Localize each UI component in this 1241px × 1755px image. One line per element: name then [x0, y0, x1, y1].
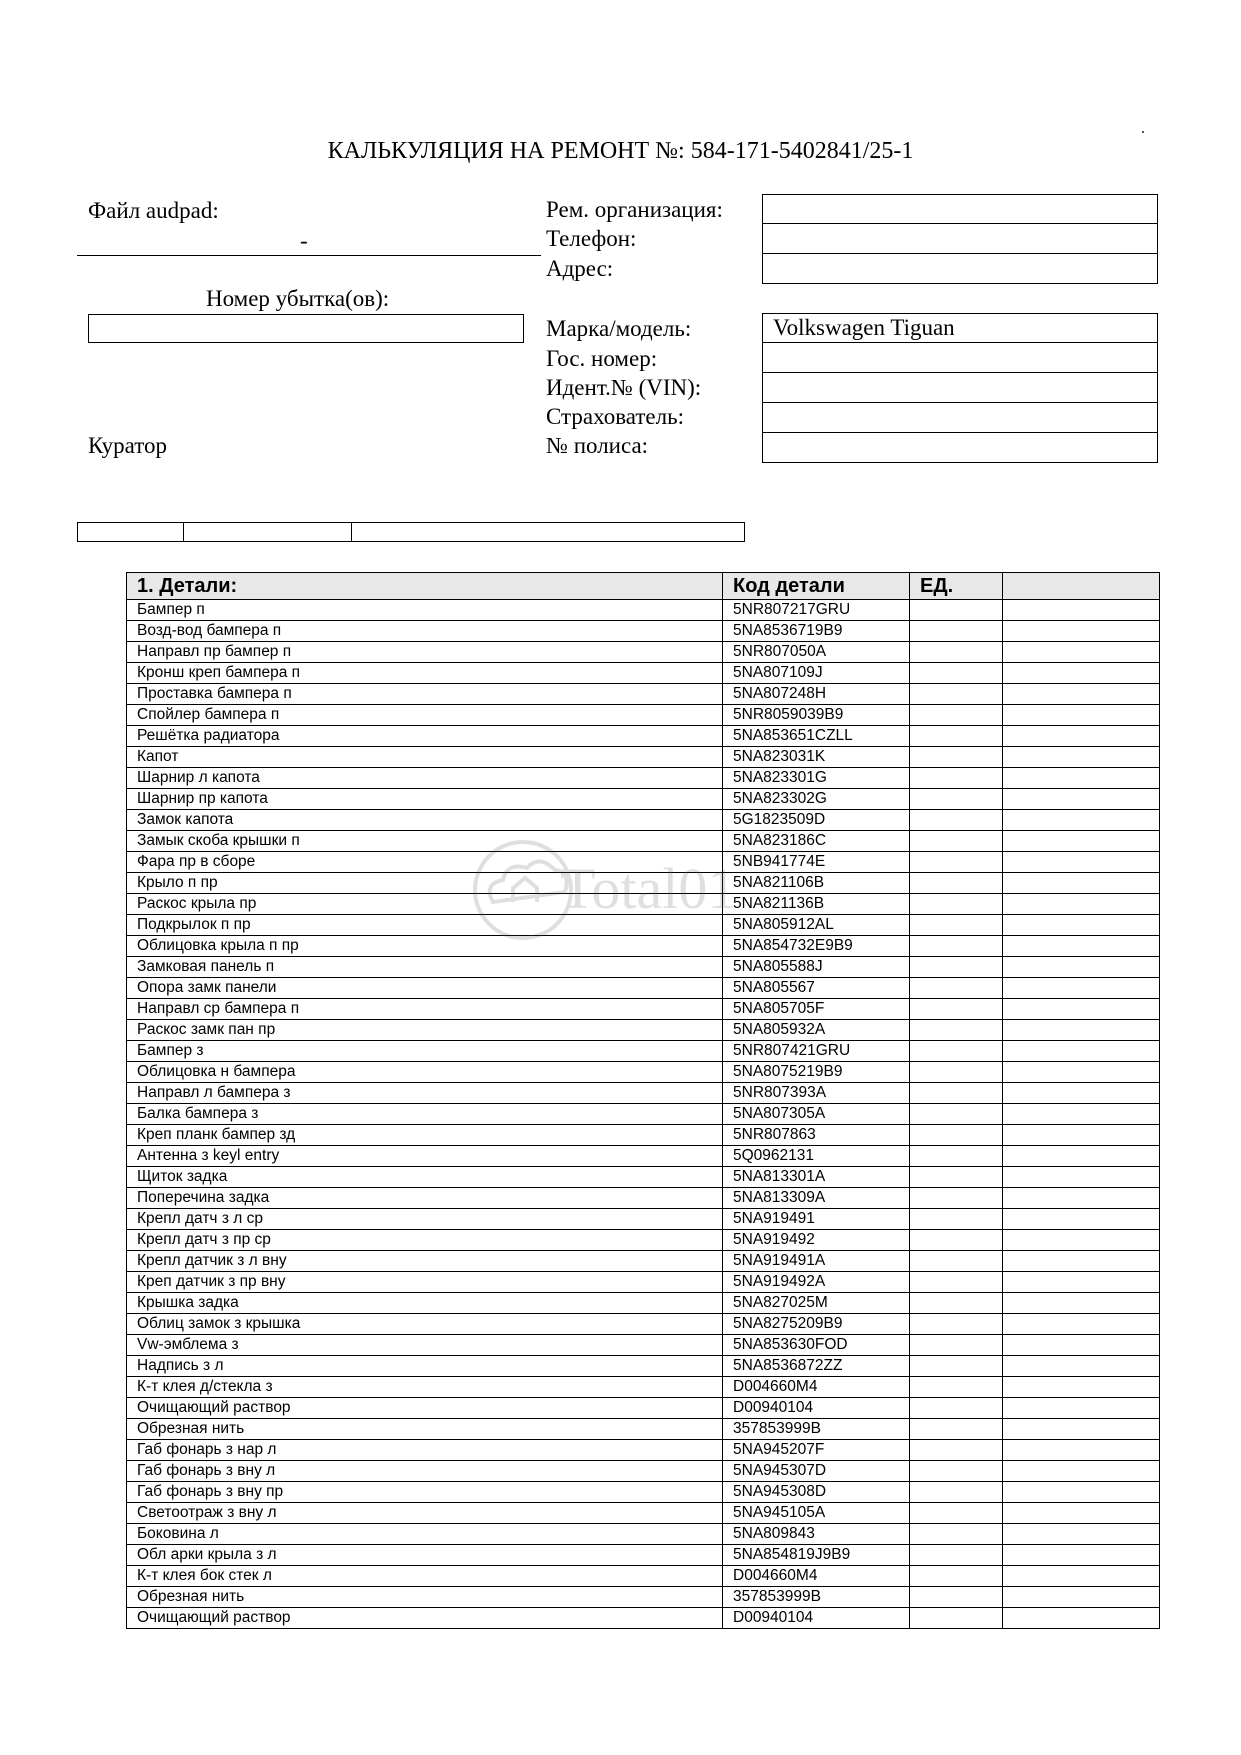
- part-code-cell: D00940104: [723, 1608, 910, 1629]
- part-name-cell: Щиток задка: [127, 1167, 723, 1188]
- plate-number-label: Гос. номер:: [546, 346, 658, 371]
- part-code-cell: D004660M4: [723, 1566, 910, 1587]
- plate-number-field[interactable]: [762, 343, 1158, 373]
- part-code-cell: 5NA919491A: [723, 1251, 910, 1272]
- table-row: [127, 978, 1160, 999]
- part-name-cell: Замык скоба крышки п: [127, 831, 723, 852]
- table-row: [127, 831, 1160, 852]
- table-row: [127, 1020, 1160, 1041]
- part-unit-cell: [910, 936, 1003, 957]
- part-code-cell: 5NA853651CZLL: [723, 726, 910, 747]
- part-code-cell: 5Q0962131: [723, 1146, 910, 1167]
- part-name-cell: Направл л бампера з: [127, 1083, 723, 1104]
- part-unit-cell: [910, 1335, 1003, 1356]
- part-code-cell: 5NA945207F: [723, 1440, 910, 1461]
- part-code-cell: 5NA813301A: [723, 1167, 910, 1188]
- part-name-cell: Габ фонарь з вну пр: [127, 1482, 723, 1503]
- part-unit-cell: [910, 873, 1003, 894]
- part-name-cell: Обл арки крыла з л: [127, 1545, 723, 1566]
- part-unit-cell: [910, 1440, 1003, 1461]
- part-name-cell: Габ фонарь з нар л: [127, 1440, 723, 1461]
- part-unit-cell: [910, 894, 1003, 915]
- part-extra-cell: [1003, 789, 1160, 810]
- part-name-cell: Антенна з keyl entry: [127, 1146, 723, 1167]
- part-unit-cell: [910, 789, 1003, 810]
- table-row: [127, 1167, 1160, 1188]
- part-code-cell: 5NA945308D: [723, 1482, 910, 1503]
- table-row: [127, 894, 1160, 915]
- part-unit-cell: [910, 768, 1003, 789]
- part-name-cell: Боковина л: [127, 1524, 723, 1545]
- table-row: [127, 1587, 1160, 1608]
- part-extra-cell: [1003, 1503, 1160, 1524]
- part-unit-cell: [910, 831, 1003, 852]
- empty-cell: [78, 523, 184, 542]
- parts-table: [126, 572, 1160, 1629]
- part-extra-cell: [1003, 1461, 1160, 1482]
- part-code-cell: 5NA823031K: [723, 747, 910, 768]
- table-row: [127, 852, 1160, 873]
- table-row: [127, 663, 1160, 684]
- part-name-cell: Обрезная нить: [127, 1587, 723, 1608]
- part-unit-cell: [910, 1608, 1003, 1629]
- part-unit-cell: [910, 1272, 1003, 1293]
- table-row: [127, 1524, 1160, 1545]
- part-name-cell: Поперечина задка: [127, 1188, 723, 1209]
- part-extra-cell: [1003, 768, 1160, 789]
- table-row: [127, 957, 1160, 978]
- part-code-cell: 5NA807305A: [723, 1104, 910, 1125]
- part-unit-cell: [910, 600, 1003, 621]
- table-row: [127, 810, 1160, 831]
- part-code-cell: 357853999B: [723, 1419, 910, 1440]
- part-unit-cell: [910, 684, 1003, 705]
- vehicle-fields: [762, 313, 1158, 463]
- part-extra-cell: [1003, 1230, 1160, 1251]
- part-unit-cell: [910, 1041, 1003, 1062]
- part-name-cell: Облиц замок з крышка: [127, 1314, 723, 1335]
- table-row: [127, 1293, 1160, 1314]
- table-row: [127, 1377, 1160, 1398]
- part-code-cell: 5NB941774E: [723, 852, 910, 873]
- part-name-cell: Очищающий раствор: [127, 1608, 723, 1629]
- part-unit-cell: [910, 852, 1003, 873]
- part-code-cell: 5NA805705F: [723, 999, 910, 1020]
- table-row: [127, 1356, 1160, 1377]
- phone-field[interactable]: [762, 224, 1158, 254]
- table-row: [127, 1503, 1160, 1524]
- table-row: [127, 768, 1160, 789]
- part-extra-cell: [1003, 684, 1160, 705]
- table-row: [127, 1062, 1160, 1083]
- parts-table-header: [127, 573, 1160, 600]
- part-unit-cell: [910, 999, 1003, 1020]
- table-row: [127, 873, 1160, 894]
- part-extra-cell: [1003, 1314, 1160, 1335]
- part-code-cell: 5NA8536719B9: [723, 621, 910, 642]
- header-parts: 1. Детали:: [127, 573, 723, 600]
- part-unit-cell: [910, 1356, 1003, 1377]
- table-row: [127, 1419, 1160, 1440]
- table-row: [127, 1608, 1160, 1629]
- table-row: [127, 642, 1160, 663]
- part-name-cell: Возд-вод бампера п: [127, 621, 723, 642]
- part-code-cell: 5NA919492A: [723, 1272, 910, 1293]
- part-code-cell: 5NA8075219B9: [723, 1062, 910, 1083]
- part-code-cell: 357853999B: [723, 1587, 910, 1608]
- part-unit-cell: [910, 1314, 1003, 1335]
- table-row: [127, 1104, 1160, 1125]
- part-extra-cell: [1003, 1398, 1160, 1419]
- watermark-text: Total01: [560, 856, 737, 921]
- part-code-cell: 5NR8059039B9: [723, 705, 910, 726]
- part-name-cell: Направл ср бампера п: [127, 999, 723, 1020]
- empty-cell: [352, 523, 745, 542]
- policy-number-label: № полиса:: [546, 433, 649, 458]
- part-extra-cell: [1003, 1188, 1160, 1209]
- part-unit-cell: [910, 726, 1003, 747]
- part-extra-cell: [1003, 1608, 1160, 1629]
- part-unit-cell: [910, 1083, 1003, 1104]
- part-extra-cell: [1003, 1335, 1160, 1356]
- part-name-cell: Креп планк бампер зд: [127, 1125, 723, 1146]
- table-row: [127, 726, 1160, 747]
- part-unit-cell: [910, 747, 1003, 768]
- table-row: [127, 1146, 1160, 1167]
- part-extra-cell: [1003, 1524, 1160, 1545]
- table-row: [127, 1272, 1160, 1293]
- part-code-cell: 5NA854732E9B9: [723, 936, 910, 957]
- part-unit-cell: [910, 1104, 1003, 1125]
- table-row: [127, 1566, 1160, 1587]
- part-name-cell: Раскос замк пан пр: [127, 1020, 723, 1041]
- part-code-cell: 5NA805932A: [723, 1020, 910, 1041]
- make-model-field[interactable]: Volkswagen Tiguan: [762, 313, 1158, 343]
- make-model-label: Марка/модель:: [546, 316, 692, 341]
- part-name-cell: Надпись з л: [127, 1356, 723, 1377]
- part-unit-cell: [910, 1209, 1003, 1230]
- part-extra-cell: [1003, 894, 1160, 915]
- part-extra-cell: [1003, 1293, 1160, 1314]
- file-underline: [77, 255, 541, 256]
- part-unit-cell: [910, 1566, 1003, 1587]
- part-code-cell: 5NA823301G: [723, 768, 910, 789]
- part-unit-cell: [910, 1251, 1003, 1272]
- part-name-cell: Фара пр в сборе: [127, 852, 723, 873]
- part-code-cell: 5NA8536872ZZ: [723, 1356, 910, 1377]
- part-unit-cell: [910, 1419, 1003, 1440]
- repair-org-label: Рем. организация:: [546, 197, 723, 222]
- table-row: [127, 1083, 1160, 1104]
- part-extra-cell: [1003, 663, 1160, 684]
- part-extra-cell: [1003, 957, 1160, 978]
- table-row: [127, 705, 1160, 726]
- part-unit-cell: [910, 1482, 1003, 1503]
- part-name-cell: К-т клея д/стекла з: [127, 1377, 723, 1398]
- table-row: [127, 1125, 1160, 1146]
- header-empty: [1003, 573, 1160, 600]
- part-unit-cell: [910, 978, 1003, 999]
- empty-cell: [184, 523, 352, 542]
- part-code-cell: 5NA823302G: [723, 789, 910, 810]
- part-extra-cell: [1003, 978, 1160, 999]
- part-unit-cell: [910, 1167, 1003, 1188]
- part-extra-cell: [1003, 1377, 1160, 1398]
- part-name-cell: Крепл датч з пр ср: [127, 1230, 723, 1251]
- part-name-cell: Очищающий раствор: [127, 1398, 723, 1419]
- part-name-cell: Бампер п: [127, 600, 723, 621]
- part-code-cell: 5NA805912AL: [723, 915, 910, 936]
- table-row: [127, 1251, 1160, 1272]
- part-name-cell: Капот: [127, 747, 723, 768]
- part-name-cell: Замок капота: [127, 810, 723, 831]
- loss-number-label: Номер убытка(ов):: [206, 286, 390, 311]
- part-name-cell: К-т клея бок стек л: [127, 1566, 723, 1587]
- table-row: [127, 1398, 1160, 1419]
- part-extra-cell: [1003, 873, 1160, 894]
- part-unit-cell: [910, 705, 1003, 726]
- table-row: [127, 1440, 1160, 1461]
- part-extra-cell: [1003, 810, 1160, 831]
- header-part-code: Код детали: [723, 573, 910, 600]
- part-name-cell: Шарнир л капота: [127, 768, 723, 789]
- part-unit-cell: [910, 663, 1003, 684]
- part-name-cell: Спойлер бампера п: [127, 705, 723, 726]
- part-unit-cell: [910, 621, 1003, 642]
- part-name-cell: Кронш креп бампера п: [127, 663, 723, 684]
- part-name-cell: Облицовка н бампера: [127, 1062, 723, 1083]
- address-label: Адрес:: [546, 256, 614, 281]
- part-extra-cell: [1003, 642, 1160, 663]
- part-code-cell: 5NR807393A: [723, 1083, 910, 1104]
- table-row: [127, 747, 1160, 768]
- part-code-cell: 5NA919491: [723, 1209, 910, 1230]
- part-name-cell: Крепл датчик з л вну: [127, 1251, 723, 1272]
- part-unit-cell: [910, 1188, 1003, 1209]
- part-unit-cell: [910, 1398, 1003, 1419]
- header-unit: ЕД.: [910, 573, 1003, 600]
- part-code-cell: 5NA821106B: [723, 873, 910, 894]
- part-unit-cell: [910, 1293, 1003, 1314]
- part-extra-cell: [1003, 1251, 1160, 1272]
- part-name-cell: Раскос крыла пр: [127, 894, 723, 915]
- empty-info-table: [77, 522, 745, 542]
- part-extra-cell: [1003, 1041, 1160, 1062]
- repair-org-field[interactable]: [762, 194, 1158, 224]
- policyholder-field[interactable]: [762, 403, 1158, 433]
- policy-number-field[interactable]: [762, 433, 1158, 463]
- file-label: Файл audpad:: [88, 198, 219, 223]
- table-row: [127, 684, 1160, 705]
- table-row: [127, 600, 1160, 621]
- part-name-cell: Крыло п пр: [127, 873, 723, 894]
- table-row: [127, 1461, 1160, 1482]
- part-extra-cell: [1003, 747, 1160, 768]
- part-code-cell: 5NR807421GRU: [723, 1041, 910, 1062]
- table-row: [127, 1482, 1160, 1503]
- vin-label: Идент.№ (VIN):: [546, 375, 702, 400]
- part-code-cell: D00940104: [723, 1398, 910, 1419]
- part-extra-cell: [1003, 1146, 1160, 1167]
- part-extra-cell: [1003, 1020, 1160, 1041]
- part-code-cell: 5NR807050A: [723, 642, 910, 663]
- part-code-cell: 5NA827025M: [723, 1293, 910, 1314]
- table-row: [127, 936, 1160, 957]
- part-code-cell: 5G1823509D: [723, 810, 910, 831]
- part-code-cell: 5NR807863: [723, 1125, 910, 1146]
- part-extra-cell: [1003, 852, 1160, 873]
- part-code-cell: 5NA853630FOD: [723, 1335, 910, 1356]
- table-row: [127, 1230, 1160, 1251]
- address-field[interactable]: [762, 254, 1158, 284]
- part-extra-cell: [1003, 1545, 1160, 1566]
- part-code-cell: 5NA807248H: [723, 684, 910, 705]
- table-row: [127, 915, 1160, 936]
- part-name-cell: Шарнир пр капота: [127, 789, 723, 810]
- part-unit-cell: [910, 1587, 1003, 1608]
- part-code-cell: 5NA805567: [723, 978, 910, 999]
- part-name-cell: Замковая панель п: [127, 957, 723, 978]
- part-unit-cell: [910, 1062, 1003, 1083]
- part-unit-cell: [910, 1545, 1003, 1566]
- part-name-cell: Облицовка крыла п пр: [127, 936, 723, 957]
- vin-field[interactable]: [762, 373, 1158, 403]
- phone-label: Телефон:: [546, 226, 637, 251]
- part-code-cell: 5NA813309A: [723, 1188, 910, 1209]
- part-unit-cell: [910, 1125, 1003, 1146]
- part-extra-cell: [1003, 1272, 1160, 1293]
- part-extra-cell: [1003, 726, 1160, 747]
- parts-table-body: [127, 600, 1160, 1629]
- part-extra-cell: [1003, 999, 1160, 1020]
- part-code-cell: 5NA821136B: [723, 894, 910, 915]
- part-extra-cell: [1003, 936, 1160, 957]
- part-name-cell: Крышка задка: [127, 1293, 723, 1314]
- part-name-cell: Проставка бампера п: [127, 684, 723, 705]
- part-unit-cell: [910, 957, 1003, 978]
- part-name-cell: Светоотраж з вну л: [127, 1503, 723, 1524]
- curator-label: Куратор: [88, 433, 167, 458]
- part-unit-cell: [910, 1524, 1003, 1545]
- table-row: [127, 1209, 1160, 1230]
- part-unit-cell: [910, 810, 1003, 831]
- file-value: -: [300, 228, 308, 253]
- part-extra-cell: [1003, 1419, 1160, 1440]
- part-code-cell: 5NA945105A: [723, 1503, 910, 1524]
- part-extra-cell: [1003, 600, 1160, 621]
- part-extra-cell: [1003, 1167, 1160, 1188]
- part-extra-cell: [1003, 1440, 1160, 1461]
- part-code-cell: 5NR807217GRU: [723, 600, 910, 621]
- part-code-cell: 5NA854819J9B9: [723, 1545, 910, 1566]
- part-name-cell: Балка бампера з: [127, 1104, 723, 1125]
- table-row: [127, 1335, 1160, 1356]
- part-name-cell: Крепл датч з л ср: [127, 1209, 723, 1230]
- part-extra-cell: [1003, 1356, 1160, 1377]
- table-row: [127, 789, 1160, 810]
- part-code-cell: 5NA805588J: [723, 957, 910, 978]
- repair-org-fields: [762, 194, 1158, 284]
- part-code-cell: 5NA823186C: [723, 831, 910, 852]
- part-name-cell: Опора замк панели: [127, 978, 723, 999]
- part-extra-cell: [1003, 1125, 1160, 1146]
- part-unit-cell: [910, 642, 1003, 663]
- part-extra-cell: [1003, 1566, 1160, 1587]
- part-code-cell: 5NA807109J: [723, 663, 910, 684]
- part-name-cell: Бампер з: [127, 1041, 723, 1062]
- part-extra-cell: [1003, 1587, 1160, 1608]
- part-name-cell: Vw-эмблема з: [127, 1335, 723, 1356]
- table-row: [127, 1188, 1160, 1209]
- table-row: [127, 1041, 1160, 1062]
- table-row: [127, 999, 1160, 1020]
- part-extra-cell: [1003, 1209, 1160, 1230]
- part-unit-cell: [910, 1377, 1003, 1398]
- part-extra-cell: [1003, 705, 1160, 726]
- part-unit-cell: [910, 1503, 1003, 1524]
- part-unit-cell: [910, 1020, 1003, 1041]
- part-extra-cell: [1003, 621, 1160, 642]
- corner-dot: [1142, 131, 1144, 133]
- part-code-cell: 5NA8275209B9: [723, 1314, 910, 1335]
- part-extra-cell: [1003, 1482, 1160, 1503]
- part-extra-cell: [1003, 1104, 1160, 1125]
- part-unit-cell: [910, 1230, 1003, 1251]
- part-extra-cell: [1003, 915, 1160, 936]
- part-extra-cell: [1003, 1083, 1160, 1104]
- table-row: [127, 1545, 1160, 1566]
- part-code-cell: 5NA919492: [723, 1230, 910, 1251]
- policyholder-label: Страхователь:: [546, 404, 684, 429]
- table-row: [127, 1314, 1160, 1335]
- loss-number-field[interactable]: [88, 314, 524, 343]
- part-name-cell: Обрезная нить: [127, 1419, 723, 1440]
- document-title: КАЛЬКУЛЯЦИЯ НА РЕМОНТ №: 584-171-5402841/25-1: [327, 138, 914, 164]
- part-code-cell: 5NA809843: [723, 1524, 910, 1545]
- part-unit-cell: [910, 1461, 1003, 1482]
- part-unit-cell: [910, 1146, 1003, 1167]
- part-name-cell: Креп датчик з пр вну: [127, 1272, 723, 1293]
- part-name-cell: Подкрылок п пр: [127, 915, 723, 936]
- part-code-cell: 5NA945307D: [723, 1461, 910, 1482]
- part-unit-cell: [910, 915, 1003, 936]
- part-extra-cell: [1003, 1062, 1160, 1083]
- part-extra-cell: [1003, 831, 1160, 852]
- part-name-cell: Габ фонарь з вну л: [127, 1461, 723, 1482]
- part-code-cell: D004660M4: [723, 1377, 910, 1398]
- part-name-cell: Решётка радиатора: [127, 726, 723, 747]
- part-name-cell: Направл пр бампер п: [127, 642, 723, 663]
- table-row: [127, 621, 1160, 642]
